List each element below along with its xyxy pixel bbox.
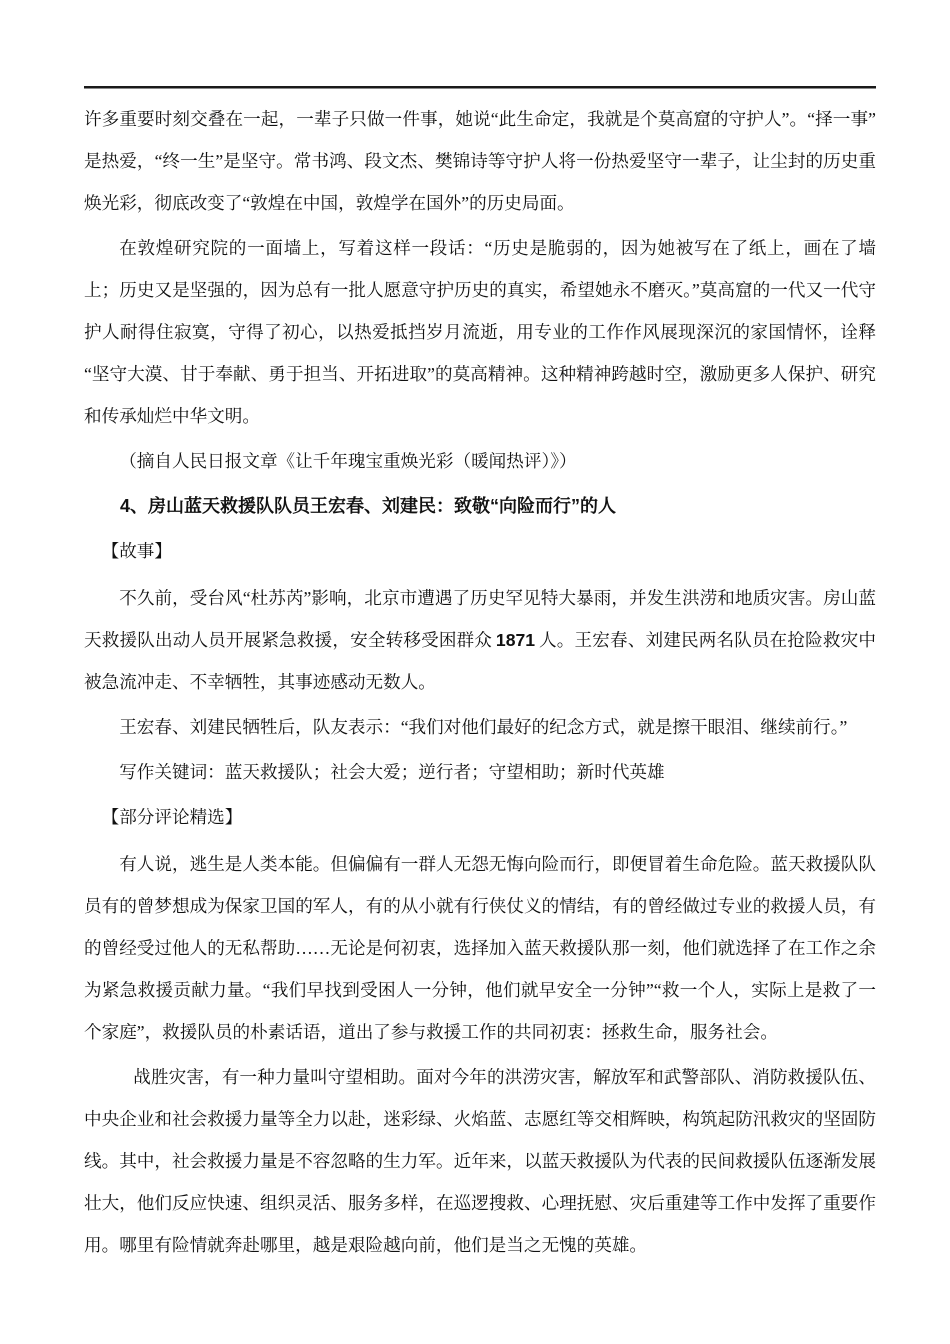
header-divider-line — [84, 86, 876, 88]
story-text-before-count: 不久前，受台风“杜苏芮”影响，北京市遭遇了历史罕见特大暴雨，并发生洪涝和地质灾害。房山蓝天救援队出动人员开展紧急救援，安全转移受困群众 — [84, 588, 876, 650]
section-heading-item4: 4、房山蓝天救援队队员王宏春、刘建民：致敬“向险而行”的人 — [120, 496, 617, 516]
paragraph-story — [84, 577, 876, 703]
rescued-count-number: 1871 — [495, 630, 536, 650]
paragraph-writing-keywords: 写作关键词：蓝天救援队；社会大爱；逆行者；守望相助；新时代英雄 — [119, 762, 665, 782]
paragraph-comment-mutual-aid: 战胜灾害，有一种力量叫守望相助。面对今年的洪涝灾害，解放军和武警部队、消防救援队伍、中央企业和社会救援力量等全力以赴，迷彩绿、火焰蓝、志愿红等交相辉映，构筑起防汛救灾的坚固防线。其中，社会救援力量是不容忽略的生力军。近年来，以蓝天救援队为代表的民间救援队伍逐渐发展壮大，他们反应快速、组织灵活、服务多样，在巡逻搜救、心理抚慰、灾后重建等工作中发挥了重要作用。哪里有险情就奔赴哪里，越是艰险越向前，他们是当之无愧的英雄。 — [84, 1067, 876, 1255]
comments-section-label: 【部分评论精选】 — [101, 807, 243, 827]
paragraph-comment-motive: 有人说，逃生是人类本能。但偏偏有一群人无怨无悔向险而行，即便冒着生命危险。蓝天救援队队员有的曾梦想成为保家卫国的军人，有的从小就有行侠仗义的情结，有的曾经做过专业的救援人员，有的曾经受过他人的无私帮助……无论是何初衷，选择加入蓝天救援队那一刻，他们就选择了在工作之余为紧急救援贡献力量。“我们早找到受困人一分钟，他们就早安全一分钟”“救一个人，实际上是救了一个家庭”，救援队员的朴素话语，道出了参与救援工作的共同初衷：拯救生命，服务社会。 — [84, 854, 876, 1042]
paragraph-dunhuang-continuation: 许多重要时刻交叠在一起，一辈子只做一件事，她说“此生命定，我就是个莫高窟的守护人”。“择一事”是热爱，“终一生”是坚守。常书鸿、段文杰、樊锦诗等守护人将一份热爱坚守一辈子，让尘封的历史重焕光彩，彻底改变了“敦煌在中国，敦煌学在国外”的历史局面。 — [84, 109, 876, 213]
paragraph-dunhuang-wall-quote: 在敦煌研究院的一面墙上，写着这样一段话：“历史是脆弱的，因为她被写在了纸上，画在了墙上；历史又是坚强的，因为总有一批人愿意守护历史的真实，希望她永不磨灭。”莫高窟的一代又一代守护人耐得住寂寞，守得了初心，以热爱抵挡岁月流逝，用专业的工作作风展现深沉的家国情怀，诠释“坚守大漠、甘于奉献、勇于担当、开拓进取”的莫高精神。这种精神跨越时空，激励更多人保护、研究和传承灿烂中华文明。 — [84, 238, 876, 426]
paragraph-source-citation: （摘自人民日报文章《让千年瑰宝重焕光彩（暖闻热评）》） — [119, 451, 577, 471]
story-section-label: 【故事】 — [101, 541, 172, 561]
story-text-after-count: 人。王宏春、刘建民两名队员在抢险救灾中被急流冲走、不幸牺牲，其事迹感动无数人。 — [84, 630, 876, 692]
document-body — [84, 86, 876, 1269]
paragraph-teammates-tribute: 王宏春、刘建民牺牲后，队友表示：“我们对他们最好的纪念方式，就是擦干眼泪、继续前行。” — [119, 717, 848, 737]
